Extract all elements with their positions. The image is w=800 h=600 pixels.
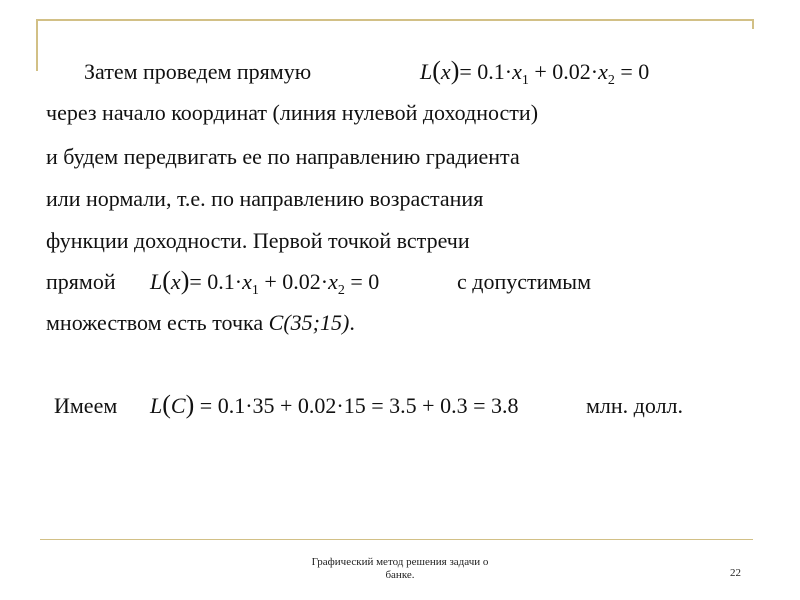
formula-arg: C [170,393,186,418]
formula-line-equation-1: $L(x)= 0.1\cdot x_1 + 0.02\cdot x_2 = 0$ [420,56,650,88]
formula-fn: L [420,59,433,84]
formula-result: L(C) = 0.1·35 + 0.02·15 = 3.5 + 0.3 = 3.8 [150,390,519,419]
formula-fn: L [150,269,163,294]
text-line-6-start: прямой [46,269,116,294]
formula-sub2: 2 [337,283,345,298]
text-line-1: Затем проведем прямую [84,59,312,84]
formula-coef1: = 0.1· [189,269,243,294]
formula-rhs: = 0.1·35 + 0.02·15 = 3.5 + 0.3 = 3.8 [199,393,519,418]
formula-var2: x [598,59,608,84]
slide-frame-left-border [36,19,38,71]
text-line-3: и будем передвигать ее по направлению градиента [46,144,520,169]
footer-title-line-2: банке. [385,569,415,581]
footer-divider [40,539,753,540]
formula-arg: x [440,59,451,84]
formula-rhs: = 0 [344,269,380,294]
formula-coef1: = 0.1· [459,59,513,84]
slide-frame-top-border [36,19,754,21]
formula-sub2: 2 [607,73,615,88]
formula-sub1: 1 [251,283,259,298]
formula-rhs: = 0 [614,59,650,84]
formula-arg: x [170,269,181,294]
formula-fn: L [150,393,163,418]
text-line-7-start: множеством есть точка [46,310,269,335]
formula-var2: x [328,269,338,294]
point-c-label: С(35;15) [268,310,350,335]
formula-line-equation-2: $L(x)= 0.1\cdot x_1 + 0.02\cdot x_2 = 0$ [150,266,380,298]
footer-title [280,556,520,582]
formula-coef2: + 0.02· [258,269,329,294]
footer-title-line-1: Графический метод решения задачи о [311,556,489,568]
text-line-2: через начало координат (линия нулевой доходности) [46,100,539,125]
slide-frame-right-tick [752,19,754,29]
formula-var1: x [242,269,252,294]
formula-sub1: 1 [521,73,529,88]
text-line-8-end: млн. долл. [586,393,684,418]
formula-coef2: + 0.02· [528,59,599,84]
text-line-6-end: с допустимым [457,269,592,294]
text-line-7-end: . [349,310,355,335]
text-line-7 [46,310,355,336]
formula-var1: x [512,59,522,84]
text-line-5: функции доходности. Первой точкой встречи [46,228,470,253]
text-line-4: или нормали, т.е. по направлению возрастания [46,186,484,211]
page-number: 22 [730,567,741,579]
text-line-8-start: Имеем [54,393,118,418]
